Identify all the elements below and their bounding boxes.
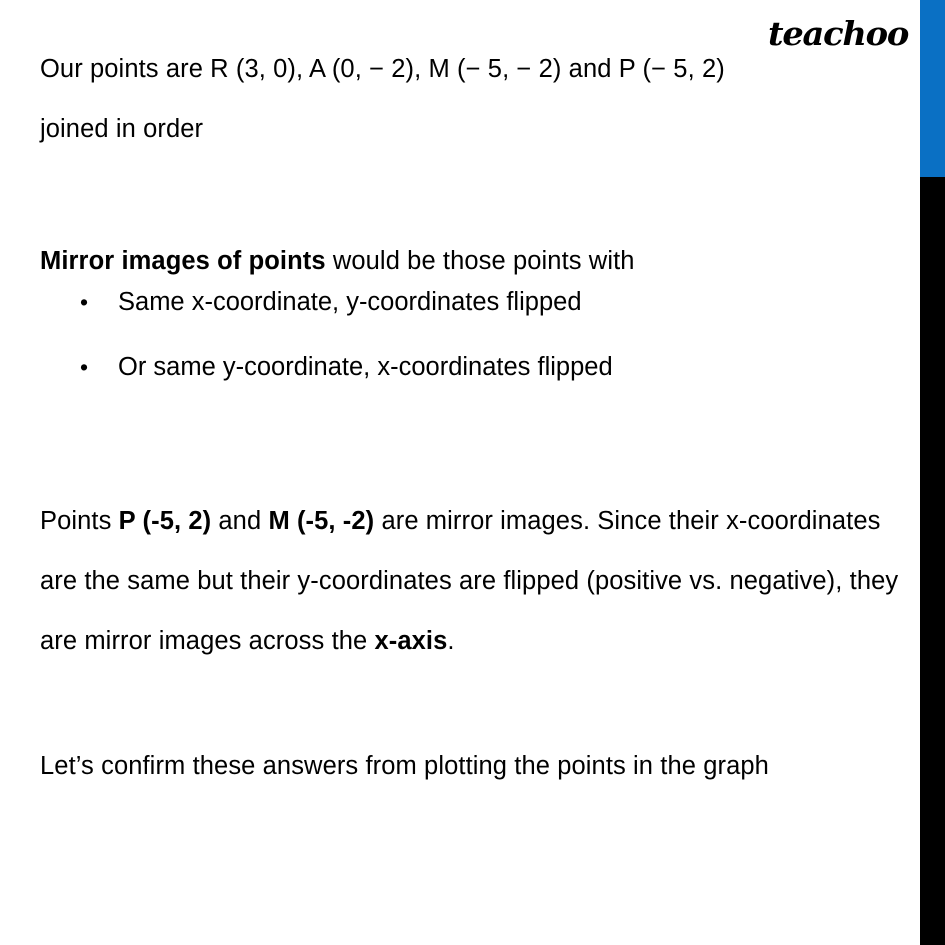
mirror-images-lead-rest: would be those points with (325, 246, 635, 275)
explanation-segment-5: are mirror images. Since their x-coordinates are the same but their y-coordinates are flipped (positive vs. negative), they are mirror images across the (40, 506, 899, 655)
mirror-image-conditions-list (78, 270, 898, 400)
intro-line-2: joined in order (40, 114, 204, 143)
black-accent-bar (920, 177, 945, 945)
explanation-paragraph (40, 491, 900, 671)
explanation-segment-3: and (211, 506, 269, 535)
x-axis-label: x-axis (374, 626, 448, 655)
list-item (78, 335, 898, 400)
bullet-dot-icon: • (80, 354, 89, 380)
point-m-label: M (-5, -2) (268, 506, 375, 535)
teachoo-watermark: teachoo (768, 14, 909, 53)
list-item-label: Or same y-coordinate, x-coordinates flipped (118, 353, 613, 381)
list-item (78, 270, 898, 335)
point-p-label: P (-5, 2) (118, 506, 212, 535)
blue-accent-bar (920, 0, 945, 177)
intro-paragraph (40, 39, 920, 159)
closing-paragraph: Let’s confirm these answers from plotting the points in the graph (40, 751, 769, 780)
intro-line-1: Our points are R (3, 0), A (0, − 2), M (− 5, − 2) and P (− 5, 2) (40, 54, 725, 83)
explanation-segment-7: . (447, 626, 455, 655)
bullet-dot-icon: • (80, 289, 89, 315)
explanation-segment-1: Points (40, 506, 119, 535)
mirror-images-bold-term: Mirror images of points (40, 246, 326, 275)
list-item-label: Same x-coordinate, y-coordinates flipped (118, 288, 582, 316)
